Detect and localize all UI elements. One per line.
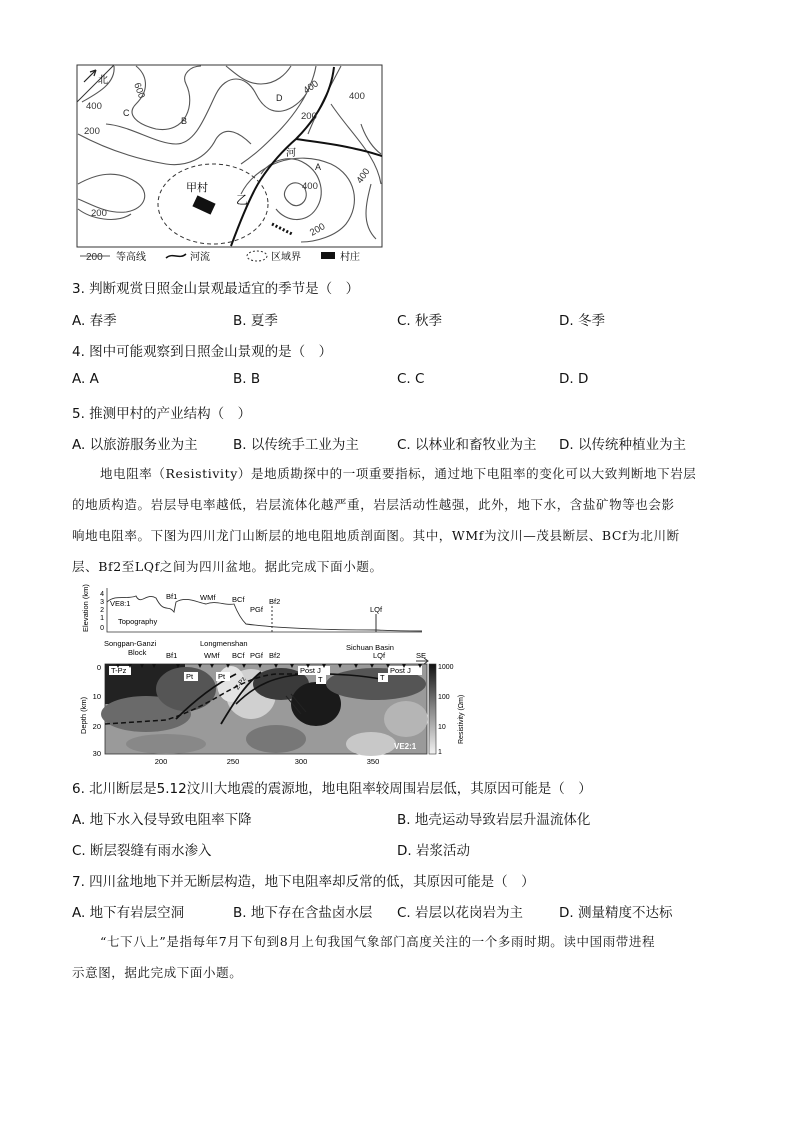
q7-option-c: C. 岩层以花岗岩为主 <box>397 905 524 921</box>
legend-river-icon <box>166 254 186 258</box>
q4-option-b: B. B <box>233 371 261 387</box>
top-fault-labels <box>166 592 383 614</box>
svg-text:Bf1: Bf1 <box>166 592 178 601</box>
resistivity-profile <box>76 584 466 766</box>
map-frame <box>77 65 382 247</box>
passage2-line2: 示意图，据此完成下面小题。 <box>72 965 243 980</box>
svg-text:Post J: Post J <box>390 666 411 675</box>
passage-resistivity <box>72 458 722 582</box>
svg-text:400: 400 <box>302 181 318 192</box>
svg-text:1: 1 <box>100 615 104 622</box>
passage-rainbelt <box>72 926 722 988</box>
passage1-line1: 地电阻率（Resistivity）是地质勘探中的一项重要指标，通过地下电阻率的变化可以大致判断地下岩层 <box>100 466 697 481</box>
x-ticks <box>155 757 380 766</box>
legend-contour-sample: 200 <box>86 252 103 263</box>
svg-text:B: B <box>181 116 188 126</box>
contour-map <box>76 64 386 266</box>
svg-text:400: 400 <box>349 91 365 102</box>
q5-stem: 5. 推测甲村的产业结构（ ） <box>72 406 252 422</box>
svg-text:20: 20 <box>92 722 101 731</box>
svg-text:3: 3 <box>100 599 104 606</box>
svg-text:T: T <box>380 673 385 682</box>
q3-option-d: D. 冬季 <box>559 313 605 329</box>
svg-text:BCf: BCf <box>232 595 245 604</box>
svg-text:Block: Block <box>128 648 147 657</box>
svg-text:D: D <box>276 93 283 103</box>
svg-text:1: 1 <box>438 749 442 756</box>
resistivity-colorbar <box>429 664 436 754</box>
mid-fault-labels <box>166 651 386 660</box>
svg-text:4: 4 <box>100 591 104 598</box>
svg-text:400: 400 <box>301 78 321 97</box>
svg-text:10: 10 <box>438 724 446 731</box>
passage1-line2: 的地质构造。岩层导电率越低，岩层流体化越严重，岩层活动性越强，此外，地下水，含盐矿物等也会影 <box>72 497 675 512</box>
depth-axis-label: Depth (km) <box>79 696 88 734</box>
river-label: 河 <box>286 148 296 159</box>
q7-option-a: A. 地下有岩层空洞 <box>72 905 185 921</box>
svg-text:200: 200 <box>154 757 168 766</box>
passage2-line1: “七下八上”是指每年7月下旬到8月上旬我国气象部门高度关注的一个多雨时期。读中国雨带进程 <box>100 934 656 949</box>
q4-stem: 4. 图中可能观察到日照金山景观的是（ ） <box>72 344 333 360</box>
village-label: 甲村 <box>186 182 208 194</box>
q7-option-b: B. 地下存在含盐卤水层 <box>233 905 373 921</box>
q3-option-a: A. 春季 <box>72 313 117 329</box>
q5-option-a: A. 以旅游服务业为主 <box>72 437 198 453</box>
svg-text:200: 200 <box>308 221 328 239</box>
svg-text:Sichuan Basin: Sichuan Basin <box>346 643 394 652</box>
svg-text:A: A <box>315 162 322 172</box>
svg-text:BCf: BCf <box>232 651 245 660</box>
legend-village: 村庄 <box>340 252 360 263</box>
q6-option-d: D. 岩浆活动 <box>397 843 470 859</box>
svg-text:200: 200 <box>301 111 317 122</box>
svg-text:LQf: LQf <box>370 605 383 614</box>
q5-option-b: B. 以传统手工业为主 <box>233 437 359 453</box>
ve-bottom-label: VE2:1 <box>394 742 417 751</box>
q5-option-c: C. 以林业和畜牧业为主 <box>397 437 537 453</box>
svg-text:T: T <box>318 675 323 684</box>
passage1-line3: 响地电阻率。下图为四川龙门山断层的地电阻地质剖面图。其中，WMf为汶川—茂县断层、BCf为北川断 <box>72 528 680 543</box>
q6-option-b: B. 地壳运动导致岩层升温流体化 <box>397 812 591 828</box>
q3-option-b: B. 夏季 <box>233 313 278 329</box>
svg-text:400: 400 <box>354 166 373 186</box>
svg-text:200: 200 <box>91 208 107 219</box>
q5-option-d: D. 以传统种植业为主 <box>559 437 686 453</box>
svg-text:Pt: Pt <box>218 672 226 681</box>
q7-stem: 7. 四川盆地地下并无断层构造，地下电阻率却反常的低，其原因可能是（ ） <box>72 874 535 890</box>
svg-text:10: 10 <box>92 692 101 701</box>
svg-text:400: 400 <box>86 101 102 112</box>
svg-text:Songpan-Ganzi: Songpan-Ganzi <box>104 639 157 648</box>
q7-option-d: D. 测量精度不达标 <box>559 905 673 921</box>
svg-text:WMf: WMf <box>200 593 216 602</box>
q6-option-a: A. 地下水入侵导致电阻率下降 <box>72 812 252 828</box>
svg-text:200: 200 <box>84 126 100 137</box>
svg-text:2: 2 <box>100 607 104 614</box>
colorbar-label: Resistivity (Ωm) <box>458 694 465 744</box>
ve-top-label: VE8:1 <box>110 599 131 608</box>
svg-text:LQf: LQf <box>373 651 386 660</box>
svg-text:Bf2: Bf2 <box>269 597 281 606</box>
svg-text:WMf: WMf <box>204 651 220 660</box>
north-label: 北 <box>98 75 108 86</box>
svg-text:30: 30 <box>92 749 101 758</box>
depth-ticks <box>93 663 101 758</box>
svg-text:C: C <box>123 108 130 118</box>
svg-text:600: 600 <box>131 81 147 100</box>
svg-text:Longmenshan: Longmenshan <box>200 639 248 648</box>
q6-stem: 6. 北川断层是5.12汶川大地震的震源地，地电阻率较周围岩层低，其原因可能是（ ） <box>72 781 592 797</box>
legend-village-icon <box>321 252 335 259</box>
elevation-axis-label: Elevation (km) <box>81 584 90 632</box>
svg-text:Bf1: Bf1 <box>166 651 178 660</box>
passage1-line4: 层、Bf2至LQf之间为四川盆地。据此完成下面小题。 <box>72 559 383 574</box>
map-legend <box>80 250 360 263</box>
legend-boundary: 区域界 <box>271 252 301 263</box>
svg-text:T-Pz: T-Pz <box>111 666 127 675</box>
elevation-ticks <box>100 591 104 632</box>
svg-text:Pt: Pt <box>186 672 194 681</box>
legend-boundary-icon <box>247 251 267 261</box>
q4-option-d: D. D <box>559 371 589 387</box>
svg-text:350: 350 <box>366 757 380 766</box>
svg-text:SE: SE <box>416 651 427 660</box>
q3-stem: 3. 判断观赏日照金山景观最适宜的季节是（ ） <box>72 281 360 297</box>
svg-text:Post J: Post J <box>300 666 321 675</box>
svg-text:Z-Pz: Z-Pz <box>233 675 248 692</box>
svg-text:0: 0 <box>100 625 104 632</box>
svg-text:1000: 1000 <box>438 664 454 671</box>
area-label: 乙 <box>236 193 249 207</box>
svg-text:100: 100 <box>438 694 450 701</box>
legend-river: 河流 <box>190 252 210 263</box>
q4-option-a: A. A <box>72 371 99 387</box>
svg-text:300: 300 <box>294 757 308 766</box>
svg-text:Bf2: Bf2 <box>269 651 281 660</box>
svg-text:0: 0 <box>96 663 101 672</box>
q4-option-c: C. C <box>397 371 425 387</box>
svg-text:250: 250 <box>226 757 240 766</box>
svg-text:PGf: PGf <box>250 605 263 614</box>
colorbar-ticks <box>438 664 454 756</box>
q3-option-c: C. 秋季 <box>397 313 443 329</box>
svg-text:PGf: PGf <box>250 651 263 660</box>
legend-contour: 等高线 <box>116 252 146 263</box>
topography-label: Topography <box>118 617 158 626</box>
q6-option-c: C. 断层裂缝有雨水渗入 <box>72 843 212 859</box>
